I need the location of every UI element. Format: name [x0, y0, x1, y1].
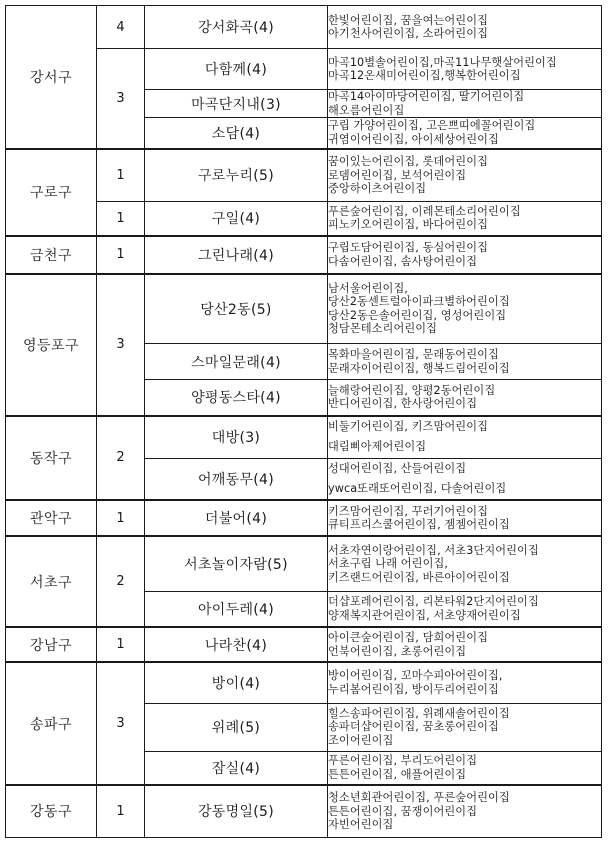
count-cell: 1: [97, 202, 145, 236]
member-line: 서초구립 나래 어린이집,: [328, 557, 449, 570]
member-line: 방이어린이집, 꼬마수피아어린이집,: [328, 669, 503, 683]
network-name-cell: 구로누리(5): [145, 149, 328, 202]
member-line: 자빈어린이집: [328, 818, 394, 831]
network-name-cell: 소담(4): [145, 118, 328, 149]
member-daycares-cell: [328, 202, 602, 236]
table-row: [6, 662, 602, 703]
network-name-cell: 서초놀이자람(5): [145, 536, 328, 591]
count-cell: 2: [97, 416, 145, 501]
network-name-cell: 더불어(4): [145, 500, 328, 536]
count-cell: 4: [97, 6, 145, 49]
member-daycares-cell: [328, 236, 602, 274]
member-line: 성대어린이집, 산들어린이집: [328, 462, 467, 475]
table-row: [6, 416, 602, 459]
member-line: 큐티프리스쿨어린이집, 젬젬어린이집: [328, 518, 510, 531]
table-row: [6, 236, 602, 274]
count-cell: 3: [97, 274, 145, 416]
count-cell: 3: [97, 49, 145, 149]
member-daycares-cell: [328, 344, 602, 380]
member-daycares-cell: [328, 751, 602, 785]
network-name-cell: 어깨동무(4): [145, 459, 328, 501]
network-name-cell: 강서화곡(4): [145, 6, 328, 49]
table-row: [6, 149, 602, 202]
member-line: 아이큰숲어린이집, 담희어린이집: [328, 631, 489, 644]
network-name-cell: 잠실(4): [145, 751, 328, 785]
member-daycares-cell: [328, 459, 602, 501]
member-line: 아기천사어린이집, 소라어린이집: [328, 27, 489, 40]
member-line: 더샵포레어린이집, 리본타워2단지어린이집: [328, 595, 539, 609]
member-line: 마곡12온새미어린이집,행복한어린이집: [328, 69, 521, 82]
member-line: 푸른숲어린이집, 이레몬테소리어린이집: [328, 204, 521, 218]
member-line: 당산2동센트럴아이파크별하어린이집: [328, 295, 510, 309]
district-cell: 금천구: [6, 236, 97, 274]
district-cell: 송파구: [6, 662, 97, 785]
member-line: 청담몬테소리어린이집: [328, 322, 438, 336]
network-name-cell: 대방(3): [145, 416, 328, 459]
member-line: 중앙하이츠어린이집: [328, 182, 427, 195]
network-name-cell: 마곡단지내(3): [145, 90, 328, 118]
member-daycares-cell: [328, 703, 602, 751]
network-name-cell: 스마일문래(4): [145, 344, 328, 380]
member-line: 힐스송파어린이집, 위례새솔어린이집: [328, 706, 510, 720]
count-cell: 1: [97, 500, 145, 536]
district-cell: 강남구: [6, 627, 97, 662]
member-line: 구립 가양어린이집, 고은쁘띠에꼴어린이집: [328, 119, 536, 133]
count-cell: 3: [97, 662, 145, 785]
count-cell: 1: [97, 149, 145, 202]
member-line: 누리봄어린이집, 방이두리어린이집: [328, 682, 499, 696]
daycare-network-table: [5, 5, 602, 838]
member-line: 늘해랑어린이집, 양평2동어린이집: [328, 383, 496, 397]
member-daycares-cell: [328, 149, 602, 202]
member-line: 해오름어린이집: [328, 103, 405, 117]
network-name-cell: 아이두레(4): [145, 591, 328, 627]
member-line: 튼튼어린이집, 꿈쟁이어린이집: [328, 804, 478, 818]
member-line: 마곡14아이마당어린이집, 딸기어린이집: [328, 90, 525, 103]
network-name-cell: 양평동스타(4): [145, 380, 328, 416]
member-line: ywca또래또어린이집, 다솔어린이집: [328, 482, 507, 495]
member-daycares-cell: [328, 500, 602, 536]
count-cell: 1: [97, 785, 145, 837]
district-cell: 서초구: [6, 536, 97, 627]
member-line: 귀염이어린이집, 아이세상어린이집: [328, 132, 499, 146]
member-line: 로뎀어린이집, 보석어린이집: [328, 168, 467, 182]
member-daycares-cell: [328, 380, 602, 416]
member-line: 푸른어린이집, 부리도어린이집: [328, 754, 478, 768]
district-cell: 영등포구: [6, 274, 97, 416]
member-line: 마곡10별솔어린이집,마곡11나무햇살어린이집: [328, 55, 557, 69]
member-line: 언북어린이집, 초롱어린이집: [328, 644, 467, 658]
member-line: 대림삐아제어린이집: [328, 440, 427, 454]
member-line: 다솜어린이집, 솜사탕어린이집: [328, 254, 478, 268]
member-line: 피노키오어린이집, 바다어린이집: [328, 218, 489, 232]
count-cell: 2: [97, 536, 145, 627]
member-line: 양재복지관어린이집, 서초양재어린이집: [328, 608, 521, 622]
table-row: [6, 536, 602, 591]
member-line: 키즈랜드어린이집, 바른아이어린이집: [328, 570, 510, 584]
member-daycares-cell: [328, 6, 602, 49]
district-cell: 구로구: [6, 149, 97, 236]
member-daycares-cell: [328, 416, 602, 459]
member-daycares-cell: [328, 662, 602, 703]
member-line: 꿈이있는어린이집, 롯데어린이집: [328, 155, 489, 168]
table-row: [6, 627, 602, 662]
member-line: 목화마을어린이집, 문래동어린이집: [328, 348, 499, 361]
network-name-cell: 당산2동(5): [145, 274, 328, 344]
district-cell: 동작구: [6, 416, 97, 501]
network-name-cell: 그린나래(4): [145, 236, 328, 274]
member-line: 송파더샵어린이집, 꿈초롱어린이집: [328, 720, 499, 734]
member-line: 구립도담어린이집, 동심어린이집: [328, 241, 489, 254]
count-cell: 1: [97, 236, 145, 274]
member-daycares-cell: [328, 627, 602, 662]
member-daycares-cell: [328, 90, 602, 118]
member-daycares-cell: [328, 785, 602, 837]
table-row: [6, 6, 602, 49]
member-daycares-cell: [328, 49, 602, 90]
member-line: 문래자이어린이집, 행복드림어린이집: [328, 361, 510, 375]
member-daycares-cell: [328, 274, 602, 344]
member-line: 한빛어린이집, 꿈을여는어린이집: [328, 13, 489, 27]
member-daycares-cell: [328, 591, 602, 627]
network-name-cell: 강동명일(5): [145, 785, 328, 837]
district-cell: 관악구: [6, 500, 97, 536]
member-line: 튼튼어린이집, 애플어린이집: [328, 767, 467, 781]
member-daycares-cell: [328, 536, 602, 591]
table-row: [6, 785, 602, 837]
network-name-cell: 위례(5): [145, 703, 328, 751]
member-line: 당산2동은솔어린이집, 영성어린이집: [328, 308, 507, 322]
network-name-cell: 다함께(4): [145, 49, 328, 90]
table-row: [6, 500, 602, 536]
member-daycares-cell: [328, 118, 602, 149]
member-line: 조이어린이집: [328, 733, 394, 747]
network-name-cell: 구일(4): [145, 202, 328, 236]
network-name-cell: 방이(4): [145, 662, 328, 703]
member-line: 서초자연이랑어린이집, 서초3단지어린이집: [328, 543, 539, 557]
member-line: 반디어린이집, 한사랑어린이집: [328, 397, 478, 411]
count-cell: 1: [97, 627, 145, 662]
member-line: 비둘기어린이집, 키즈맘어린이집: [328, 420, 489, 434]
member-line: 청소년회관어린이집, 푸른숲어린이집: [328, 791, 510, 804]
district-cell: 강서구: [6, 6, 97, 149]
member-line: 키즈맘어린이집, 꾸러기어린이집: [328, 504, 489, 518]
table-row: [6, 274, 602, 344]
member-line: 남서울어린이집,: [328, 281, 409, 295]
network-name-cell: 나라찬(4): [145, 627, 328, 662]
district-cell: 강동구: [6, 785, 97, 837]
